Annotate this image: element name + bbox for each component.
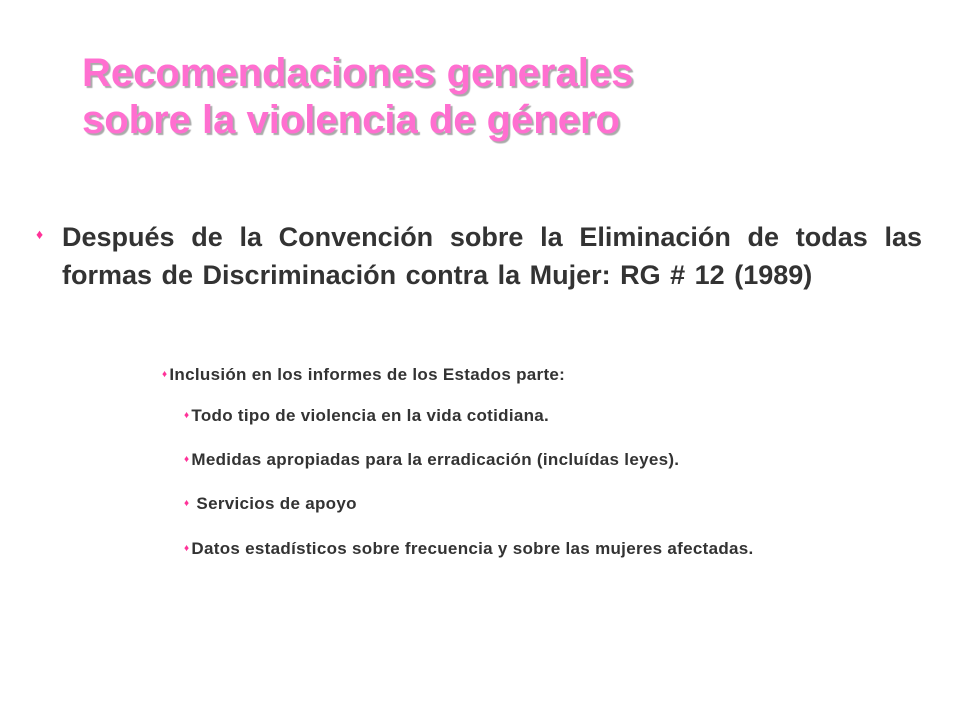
diamond-bullet-icon: ♦ bbox=[162, 369, 168, 380]
sub-bullet-text: Inclusión en los informes de los Estados parte: bbox=[169, 365, 566, 384]
sub-bullet-inclusion bbox=[162, 364, 862, 386]
sub-bullet-statistics bbox=[184, 538, 884, 560]
sub-bullet-text: Servicios de apoyo bbox=[191, 494, 357, 513]
diamond-bullet-icon: ♦ bbox=[184, 498, 190, 509]
slide-title-line-2: sobre la violencia de género bbox=[82, 98, 620, 142]
sub-bullet-text: Todo tipo de violencia en la vida cotidiana. bbox=[191, 406, 550, 425]
slide-title-line-1: Recomendaciones generales bbox=[82, 51, 634, 95]
main-bullet-text: Después de la Convención sobre la Eliminación de todas las formas de Discriminación contra la Mujer: RG # 12 (1989) bbox=[62, 222, 922, 290]
sub-bullet-support-services bbox=[184, 493, 884, 515]
slide-title bbox=[82, 50, 842, 144]
sub-bullet-measures bbox=[184, 449, 904, 471]
diamond-bullet-icon: ♦ bbox=[184, 410, 190, 421]
sub-bullet-text: Medidas apropiadas para la erradicación (incluídas leyes). bbox=[191, 450, 680, 469]
diamond-bullet-icon: ♦ bbox=[184, 454, 190, 465]
sub-bullet-text: Datos estadísticos sobre frecuencia y sobre las mujeres afectadas. bbox=[191, 539, 754, 558]
sub-bullet-violence-types bbox=[184, 405, 884, 427]
diamond-bullet-icon: ♦ bbox=[184, 543, 190, 554]
diamond-bullet-icon: ♦ bbox=[36, 226, 44, 242]
